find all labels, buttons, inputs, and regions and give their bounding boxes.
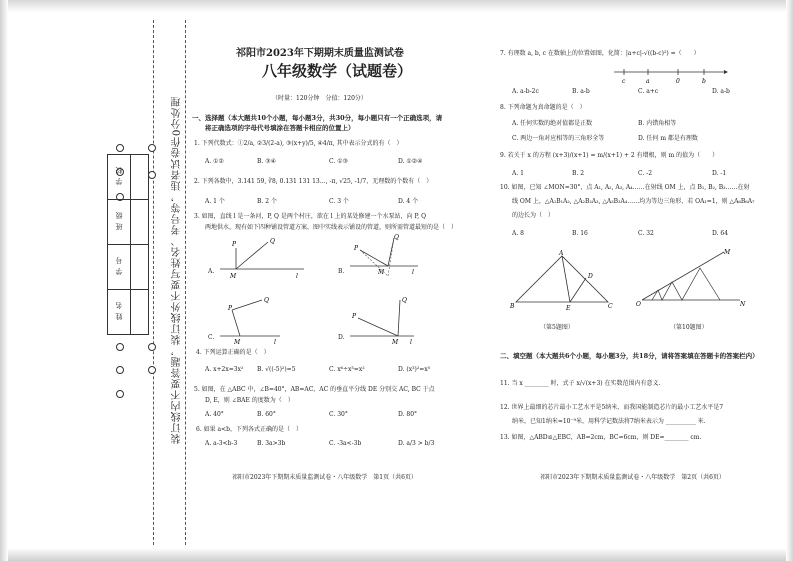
binding-hole [148, 144, 156, 152]
q10-option-a[interactable]: A. 8 [512, 230, 524, 237]
q2-option-b[interactable]: B. 2 个 [257, 198, 277, 205]
q1-option-d[interactable]: D. ①②④ [398, 158, 423, 165]
question-3-cont: 两地供水，现有如下四种铺设管道方案，图中实线表示铺设的管道，则所需管道最短的是（ ） [205, 224, 458, 231]
q6-option-a[interactable]: A. a-3<b-3 [205, 440, 238, 447]
field-label-school: 学 校 [115, 166, 123, 186]
q6-option-c[interactable]: C. -3a<-3b [329, 440, 362, 447]
q4-option-b[interactable]: B. √((-5)²)=5 [257, 366, 296, 373]
scan-edge [0, 548, 794, 561]
question-3: 3. 如图，直线 l 是一条河，P, Q 是两个村庄，欲在 l 上的某处修建一个水泵站，向 P, Q [194, 213, 427, 220]
exam-title: 祁阳市2023年下期期末质量监测试卷 [236, 48, 404, 59]
q5-option-b[interactable]: B. 60° [257, 411, 276, 418]
svg-text:l: l [410, 339, 412, 346]
svg-text:N: N [740, 301, 746, 308]
q5-option-d[interactable]: D. 80° [398, 411, 418, 418]
q8-option-a[interactable]: A. 任何实数的绝对值都是正数 [512, 120, 593, 127]
question-11: 11. 当 x ________ 时，式子 x/√(x+3) 在实数范围内有意义. [500, 380, 661, 387]
svg-text:O: O [636, 301, 641, 308]
question-13: 13. 如图，△ABD≌△EBC，AB=2cm，BC=6cm，则 DE=________ cm. [500, 434, 702, 441]
q10-option-c[interactable]: C. 32 [638, 230, 654, 237]
scan-edge [0, 0, 8, 561]
svg-text:A: A [559, 250, 564, 257]
student-info-table [107, 154, 149, 335]
section1-heading: 一、选择题（本大题共10个小题，每小题3分，共30分，每小题只有一个正确选项，请 [192, 114, 443, 122]
q1-option-c[interactable]: C. ①③ [329, 158, 348, 165]
svg-text:P: P [354, 245, 359, 252]
number-line-label: b [702, 78, 706, 85]
binding-line [153, 20, 154, 545]
q7-option-d[interactable]: D. a-b [712, 88, 730, 95]
q3-figure-c [218, 296, 298, 346]
svg-text:M: M [724, 249, 731, 256]
binding-hole [148, 171, 156, 179]
q3-option-b[interactable]: B. [338, 268, 345, 275]
figure-5-caption: （第5题图） [540, 324, 574, 331]
binding-hole [148, 366, 156, 374]
svg-text:Q: Q [402, 297, 407, 304]
question-12: 12. 世界上最细的芯片最小工艺水平是5纳米，而我国能制造芯片的最小工艺水平是7 [500, 404, 724, 411]
question-8: 8. 下列命题为真命题的是（ ） [500, 104, 586, 111]
svg-text:P: P [352, 313, 357, 320]
question-10: 10. 如图，已知 ∠MON=30°，点 A₁, A₂, A₃, A₄……在射线 OM 上，点 B₁, B₂, B₃……在射 [500, 184, 750, 191]
field-number-box[interactable] [131, 245, 149, 290]
question-4: 4. 下列运算正确的是（ ） [196, 349, 270, 356]
q9-option-d[interactable]: D. -1 [712, 170, 727, 177]
field-label-class: 班 级 [115, 211, 123, 231]
svg-text:P: P [228, 305, 233, 312]
svg-text:Q: Q [264, 297, 269, 304]
svg-text:l: l [412, 269, 414, 276]
binding-hole [116, 343, 124, 351]
question-10-cont2: 的边长为（ ） [512, 212, 555, 219]
section2-heading: 二、填空题（本大题共6个小题，每小题3分，共18分，请将答案填在答题卡的答案栏内） [500, 352, 759, 360]
question-7: 7. 有理数 a, b, c 在数轴上的位置如图，化简：|a+c|-√((b-c)²) =（ ） [500, 50, 700, 57]
q10-option-d[interactable]: D. 64 [712, 230, 729, 237]
q4-option-c[interactable]: C. x⁶÷x³=x² [329, 366, 365, 373]
svg-text:l: l [274, 339, 276, 346]
exam-subject: 八年级数学（试题卷） [262, 62, 413, 80]
question-1: 1. 下列代数式：①2/a, ②3/(2-a), ③(x+y)/5, ④4/π, 其中表示分式的有（ ） [194, 140, 403, 147]
q6-option-d[interactable]: D. a/3 > b/3 [398, 440, 435, 447]
q8-option-c[interactable]: C. 两边一角对应相等的三角形全等 [512, 135, 605, 142]
q3-figure-a [218, 236, 318, 280]
number-line-label: a [646, 78, 650, 85]
q9-option-c[interactable]: C. -2 [638, 170, 653, 177]
q4-option-d[interactable]: D. (x³)²=x⁵ [398, 366, 431, 373]
q7-option-a[interactable]: A. a-b-2c [512, 88, 539, 95]
question-12-cont: 纳米，已知1纳米=10⁻⁹米，用科学记数法将7纳米表示为 __________ 米. [512, 418, 706, 425]
svg-text:l: l [296, 273, 298, 280]
binding-line [185, 20, 186, 545]
q9-option-b[interactable]: B. 2 [572, 170, 585, 177]
q7-option-b[interactable]: B. a-b [572, 88, 590, 95]
q2-option-d[interactable]: D. 4 个 [398, 198, 419, 205]
q3-option-a[interactable]: A. [208, 268, 215, 275]
q2-option-a[interactable]: A. 1 个 [205, 198, 225, 205]
q10-option-b[interactable]: B. 16 [572, 230, 588, 237]
svg-text:M: M [230, 273, 237, 280]
q3-figure-b [348, 232, 428, 278]
question-2: 2. 下列各数中，3.141 59, ∛8, 0.131 131 13…, -π, √25, -1/7，无理数的个数有（ ） [194, 178, 433, 185]
q2-option-c[interactable]: C. 3 个 [329, 198, 349, 205]
exam-meta: （时量：120分钟 分值：120分） [272, 95, 367, 102]
q1-option-a[interactable]: A. ①② [205, 158, 224, 165]
svg-text:M: M [378, 269, 385, 276]
q7-number-line [610, 64, 730, 84]
footer-page2: 祁阳市2023年下期期末质量监测试卷・八年级数学 第2页（共6页） [540, 474, 725, 481]
q3-figure-d [348, 296, 428, 346]
field-label-number: 学 号 [115, 256, 123, 276]
figure-10 [636, 248, 746, 310]
q4-option-a[interactable]: A. x+2x=3x² [205, 366, 244, 373]
svg-text:D: D [588, 273, 593, 280]
binding-hole [148, 343, 156, 351]
field-name-box[interactable] [131, 290, 149, 335]
binding-hole [116, 144, 124, 152]
scan-edge [0, 0, 794, 12]
svg-text:M: M [392, 339, 399, 346]
svg-text:C: C [608, 303, 613, 310]
svg-text:E: E [566, 305, 571, 312]
q5-option-a[interactable]: A. 40° [205, 411, 224, 418]
scan-edge [786, 0, 794, 561]
q3-option-c[interactable]: C. [208, 334, 215, 341]
svg-text:Q: Q [394, 234, 399, 241]
svg-text:B: B [510, 303, 515, 310]
binding-hole [116, 366, 124, 374]
q5-option-c[interactable]: C. 30° [329, 411, 348, 418]
binding-warning: 装订线内不要答题，装订线外不要写姓名、考号等，违者试卷作0分处理 [172, 95, 183, 445]
svg-text:M: M [234, 339, 241, 346]
q8-option-b[interactable]: B. 内错角相等 [638, 120, 677, 127]
question-6: 6. 如果 a<b，下列各式正确的是（ ） [196, 426, 302, 433]
question-9: 9. 若关于 x 的方程 (x+3)/(x+1) = m/(x+1) + 2 有增根，则 m 的值为（ ） [500, 152, 719, 159]
q9-option-a[interactable]: A. 1 [512, 170, 524, 177]
binding-hole [116, 390, 124, 398]
figure-5 [508, 250, 616, 312]
q6-option-b[interactable]: B. 3a>3b [257, 440, 286, 447]
q3-option-d[interactable]: D. [338, 334, 345, 341]
field-school-box[interactable] [131, 155, 149, 200]
figure-10-caption: （第10题图） [670, 324, 708, 331]
svg-text:Q: Q [270, 238, 275, 245]
number-line-label: 0 [676, 78, 680, 85]
number-line-label: c [622, 78, 626, 85]
question-5-cont: D, E，则 ∠BAE 的度数为（ ） [205, 397, 294, 404]
q8-option-d[interactable]: D. 任何 m 都是有理数 [638, 135, 698, 142]
section1-heading-cont: 将正确选项的字母代号填涂在答题卡相应的位置上） [205, 124, 355, 132]
footer-page1: 祁阳市2023年下期期末质量监测试卷・八年级数学 第1页（共6页） [232, 474, 417, 481]
question-5: 5. 如图，在 △ABC 中，∠B=40°，AB=AC，AC 的垂直平分线 DE 分别交 AC, BC 于点 [194, 386, 435, 393]
q7-option-c[interactable]: C. a+c [638, 88, 659, 95]
field-class-box[interactable] [131, 200, 149, 245]
field-label-name: 姓 名 [115, 301, 123, 321]
q1-option-b[interactable]: B. ③④ [257, 158, 276, 165]
question-10-cont: 线 OM 上，△A₁B₁A₂, △A₂B₂A₃, △A₃B₃A₄……均为等边三角形，若 OA₁=1，则 △A₆B₆A₇ [512, 198, 755, 205]
svg-text:P: P [232, 241, 237, 248]
